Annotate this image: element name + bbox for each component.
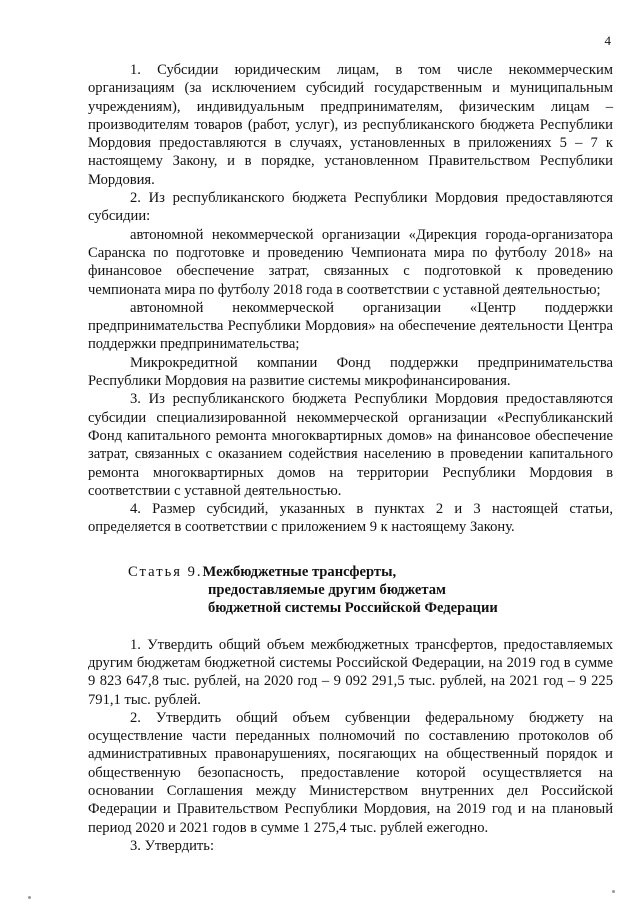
paragraph: 4. Размер субсидий, указанных в пунктах 2 и 3 настоящей статьи, определяется в соответствии с приложением 9 к настоящему Закону. (88, 501, 613, 536)
paragraph: 3. Утвердить: (130, 837, 215, 854)
paragraph: автономной некоммерческой организации «Центр поддержки предпринимательства Республики Мордовия» на обеспечение деятельности Центра поддержки предпринимательства; (88, 299, 613, 353)
article-title (203, 563, 397, 581)
paragraph: 1. Субсидии юридическим лицам, в том числе некоммерческим организациям (за исключением субсидий государственным и муниципальным учреждениям), индивидуальным предпринимателям, физическим лицам – производителям товаров (работ, услуг), из республиканского бюджета Республики Мордовия предоставляются в случаях, установленных в приложениях 5 – 7 к настоящему Закону, и в порядке, установленном Правительством Республики Мордовия. (88, 62, 613, 188)
paragraph: 3. Из республиканского бюджета Республики Мордовия предоставляются субсидии специализированной некоммерческой организации «Республиканский Фонд капитального ремонта многоквартирных домов» на финансовое обеспечение затрат, связанных с оказанием содействия населению в проведении капитального ремонта многоквартирных домов на территории Республики Мордовия в соответствии с уставной деятельностью. (88, 391, 613, 499)
document-body (88, 61, 613, 855)
scan-speck (612, 890, 615, 893)
paragraph: автономной некоммерческой организации «Дирекция города-организатора Саранска по подготовке и проведению Чемпионата мира по футболу 2018» на финансовое обеспечение затрат, связанных с подготовкой к проведению чемпионата мира по футболу 2018 года в соответствии с уставной деятельностью; (88, 226, 613, 298)
article-title-line: Межбюджетные трансферты, (202, 563, 397, 580)
article-label: Статья 9. (128, 563, 203, 580)
paragraph: 2. Утвердить общий объем субвенции федеральному бюджету на осуществление части переданных полномочий по составлению протоколов об административных правонарушениях, посягающих на общественный порядок и общественную безопасность, предоставление которой осуществляется на основании Соглашения между Министерством внутренних дел Российской Федерации и Правительством Республики Мордовия, на 2019 год и на плановый период 2020 и 2021 годов в сумме 1 275,4 тыс. рублей ежегодно. (88, 709, 613, 836)
paragraph: 1. Утвердить общий объем межбюджетных трансфертов, предоставляемых другим бюджетам бюджетной системы Российской Федерации, на 2019 год в сумме 9 823 647,8 тыс. рублей, на 2020 год – 9 092 291,5 тыс. рублей, на 2021 год – 9 225 791,1 тыс. рублей. (88, 636, 613, 708)
paragraph: Микрокредитной компании Фонд поддержки предпринимательства Республики Мордовия на развитие системы микрофинансирования. (88, 354, 613, 390)
article-title-line: бюджетной системы Российской Федерации (208, 600, 498, 617)
paragraph: 2. Из республиканского бюджета Республики Мордовия предоставляются субсидии: (88, 190, 613, 225)
article-title-line: предоставляемые другим бюджетам (208, 582, 446, 599)
article-heading (88, 563, 613, 618)
scan-speck (28, 896, 31, 899)
page-number: 4 (604, 33, 611, 48)
